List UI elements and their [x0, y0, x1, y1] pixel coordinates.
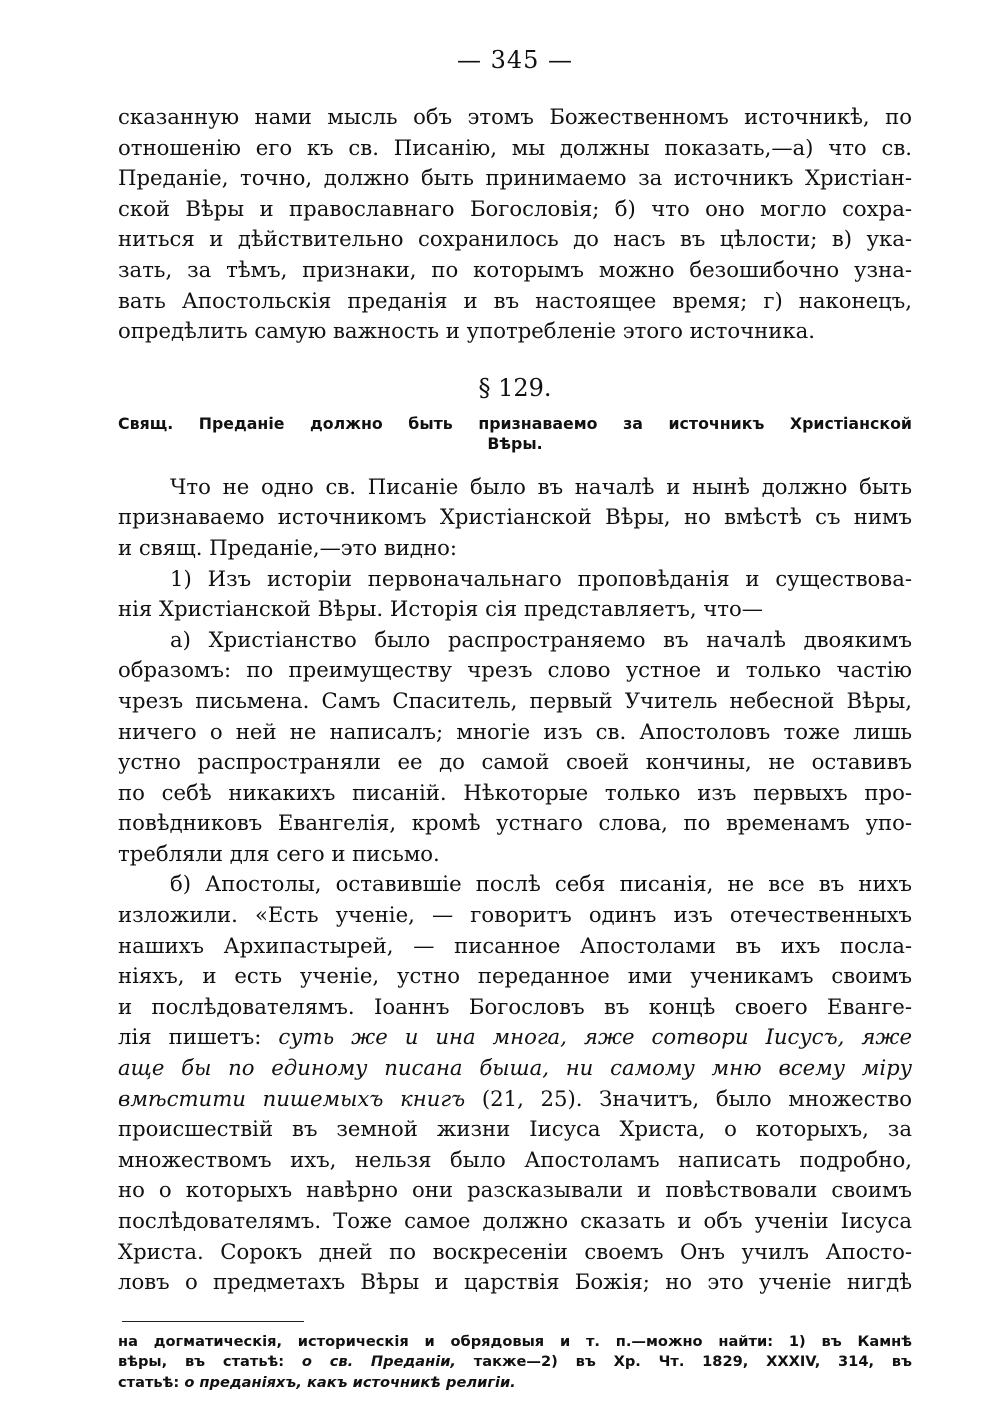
section-heading-line: Свящ. Преданіе должно быть признаваемо за источникъ Христіанской: [118, 413, 912, 433]
text-run: (21, 25). Значитъ, было множество: [465, 1085, 912, 1111]
text-line: [118, 992, 912, 1023]
text-line: опредѣлить самую важность и употребленіе этого источника.: [118, 318, 815, 344]
text-run: множествомъ ихъ, нельзя было Апостоламъ написать подробно,: [118, 1146, 912, 1172]
text-run: требляли для сего и письмо.: [118, 840, 440, 866]
text-line: [118, 839, 912, 870]
text-run: ловъ о предметахъ Вѣры и царствія Божія; но это ученіе нигдѣ: [118, 1269, 912, 1295]
italic-quote: аще бы по единому писана быша, ни самому мню всему міру: [118, 1055, 912, 1081]
text-line: [118, 1206, 912, 1237]
text-run: Что не одно св. Писаніе было въ началѣ и нынѣ должно быть: [170, 473, 912, 499]
italic-quote: суть же и ина многа, яже сотвори Іисусъ, яже: [278, 1024, 912, 1050]
text-line: [118, 1267, 912, 1298]
text-line: [118, 747, 912, 778]
text-run: 1) Изъ исторіи первоначальнаго проповѣданія и существова-: [170, 565, 912, 591]
text-line: зать, за тѣмъ, признаки, по которымъ можно безошибочно узна-: [118, 256, 912, 282]
text-line: сказанную нами мысль объ этомъ Божественномъ источникѣ, по: [118, 104, 912, 129]
text-line: [118, 502, 912, 533]
text-line: ской Вѣры и православнаго Богословія; б) что оно могло сохра-: [118, 195, 912, 221]
text-line: отношенію его къ св. Писанію, мы должны показать,—а) что св.: [118, 134, 912, 160]
text-run: ничего о ней не написалъ; многіе изъ св. Апостоловъ тоже лишь: [118, 718, 912, 744]
text-line: вать Апостольскія преданія и въ настоящее время; г) наконецъ,: [118, 287, 912, 313]
text-run: на догматическія, историческія и обрядовыя и т. п.—можно найти: 1) въ Камнѣ: [118, 1332, 912, 1350]
text-line: [118, 533, 912, 564]
text-line: [118, 778, 912, 809]
text-run: а) Христіанство было распространяемо въ началѣ двоякимъ: [170, 626, 912, 652]
text-line: [118, 1114, 912, 1145]
text-line: [118, 869, 912, 900]
text-line: [118, 564, 912, 595]
footnote-line: [118, 1352, 912, 1373]
text-run: нія Христіанской Вѣры. Исторія сія представляетъ, что—: [118, 596, 763, 622]
text-run: ніяхъ, и есть ученіе, устно переданное ими ученикамъ своимъ: [118, 963, 912, 989]
footnote: [118, 1332, 912, 1394]
text-run: но о которыхъ навѣрно они разсказывали и повѣствовали своимъ: [118, 1177, 912, 1203]
section-number: § 129.: [478, 373, 552, 402]
document-page: [118, 40, 912, 1393]
text-line: [118, 625, 912, 656]
text-line: [118, 717, 912, 748]
footnote-line: [118, 1332, 912, 1353]
text-line: [118, 808, 912, 839]
text-line: [118, 686, 912, 717]
text-line: [118, 1022, 912, 1053]
text-run: повѣдниковъ Евангелія, кромѣ устнаго слова, по временамъ упо-: [118, 810, 912, 836]
footnote-divider: [122, 1321, 304, 1322]
text-line: [118, 900, 912, 931]
text-run: и послѣдователямъ. Іоаннъ Богословъ въ концѣ своего Еванге-: [118, 993, 912, 1019]
text-run: вѣры, въ статьѣ:: [118, 1353, 302, 1371]
text-line: Преданіе, точно, должно быть принимаемо за источникъ Христіан-: [118, 165, 912, 191]
intro-paragraph: [118, 102, 912, 347]
page-number: — 345 —: [456, 46, 574, 74]
text-line: [118, 1053, 912, 1084]
text-line: [118, 655, 912, 686]
text-run: Христа. Сорокъ дней по воскресеніи своемъ Онъ училъ Апосто-: [118, 1238, 912, 1264]
section-heading-line: Вѣры.: [487, 433, 543, 453]
text-line: [118, 961, 912, 992]
text-line: [118, 1175, 912, 1206]
text-line: [118, 1084, 912, 1115]
text-run: происшествій въ земной жизни Іисуса Христа, о которыхъ, за: [118, 1116, 912, 1142]
text-run: лія пишетъ:: [118, 1024, 279, 1050]
text-line: ниться и дѣйствительно сохранилось до насъ въ цѣлости; в) ука-: [118, 226, 912, 252]
italic-quote: о св. Преданіи,: [301, 1353, 456, 1371]
text-run: изложили. «Есть ученіе, — говоритъ одинъ изъ отечественныхъ: [118, 902, 912, 928]
text-line: [118, 472, 912, 503]
text-line: [118, 594, 912, 625]
text-line: [118, 1237, 912, 1268]
text-run: также—2) въ Хр. Чт. 1829, XXXIV, 314, въ: [455, 1353, 912, 1371]
text-run: образомъ: по преимуществу чрезъ слово устное и только частію: [118, 657, 912, 683]
text-run: чрезъ письмена. Самъ Спаситель, первый Учитель небесной Вѣры,: [118, 687, 912, 713]
text-run: признаваемо источникомъ Христіанской Вѣры, но вмѣстѣ съ нимъ: [118, 504, 912, 530]
text-run: статьѣ:: [118, 1373, 185, 1391]
text-run: устно распространяли ее до самой своей кончины, не оставивъ: [118, 749, 912, 775]
text-run: б) Апостолы, оставившіе послѣ себя писанія, не все въ нихъ: [170, 871, 912, 897]
text-line: [118, 931, 912, 962]
italic-quote: о преданіяхъ, какъ источникѣ религіи.: [184, 1373, 516, 1391]
footnote-line: [118, 1373, 912, 1394]
body-text: [118, 472, 912, 1298]
text-line: [118, 1145, 912, 1176]
text-run: по себѣ никакихъ писаній. Нѣкоторые только изъ первыхъ про-: [118, 779, 912, 805]
italic-quote: вмѣстити пишемыхъ книгъ: [118, 1085, 466, 1111]
text-run: послѣдователямъ. Тоже самое должно сказать и объ ученіи Іисуса: [118, 1208, 912, 1233]
text-run: нашихъ Архипастырей, — писанное Апостолами въ ихъ посла-: [118, 932, 912, 958]
section-heading: [118, 414, 912, 454]
text-run: и свящ. Преданіе,—это видно:: [118, 534, 457, 560]
